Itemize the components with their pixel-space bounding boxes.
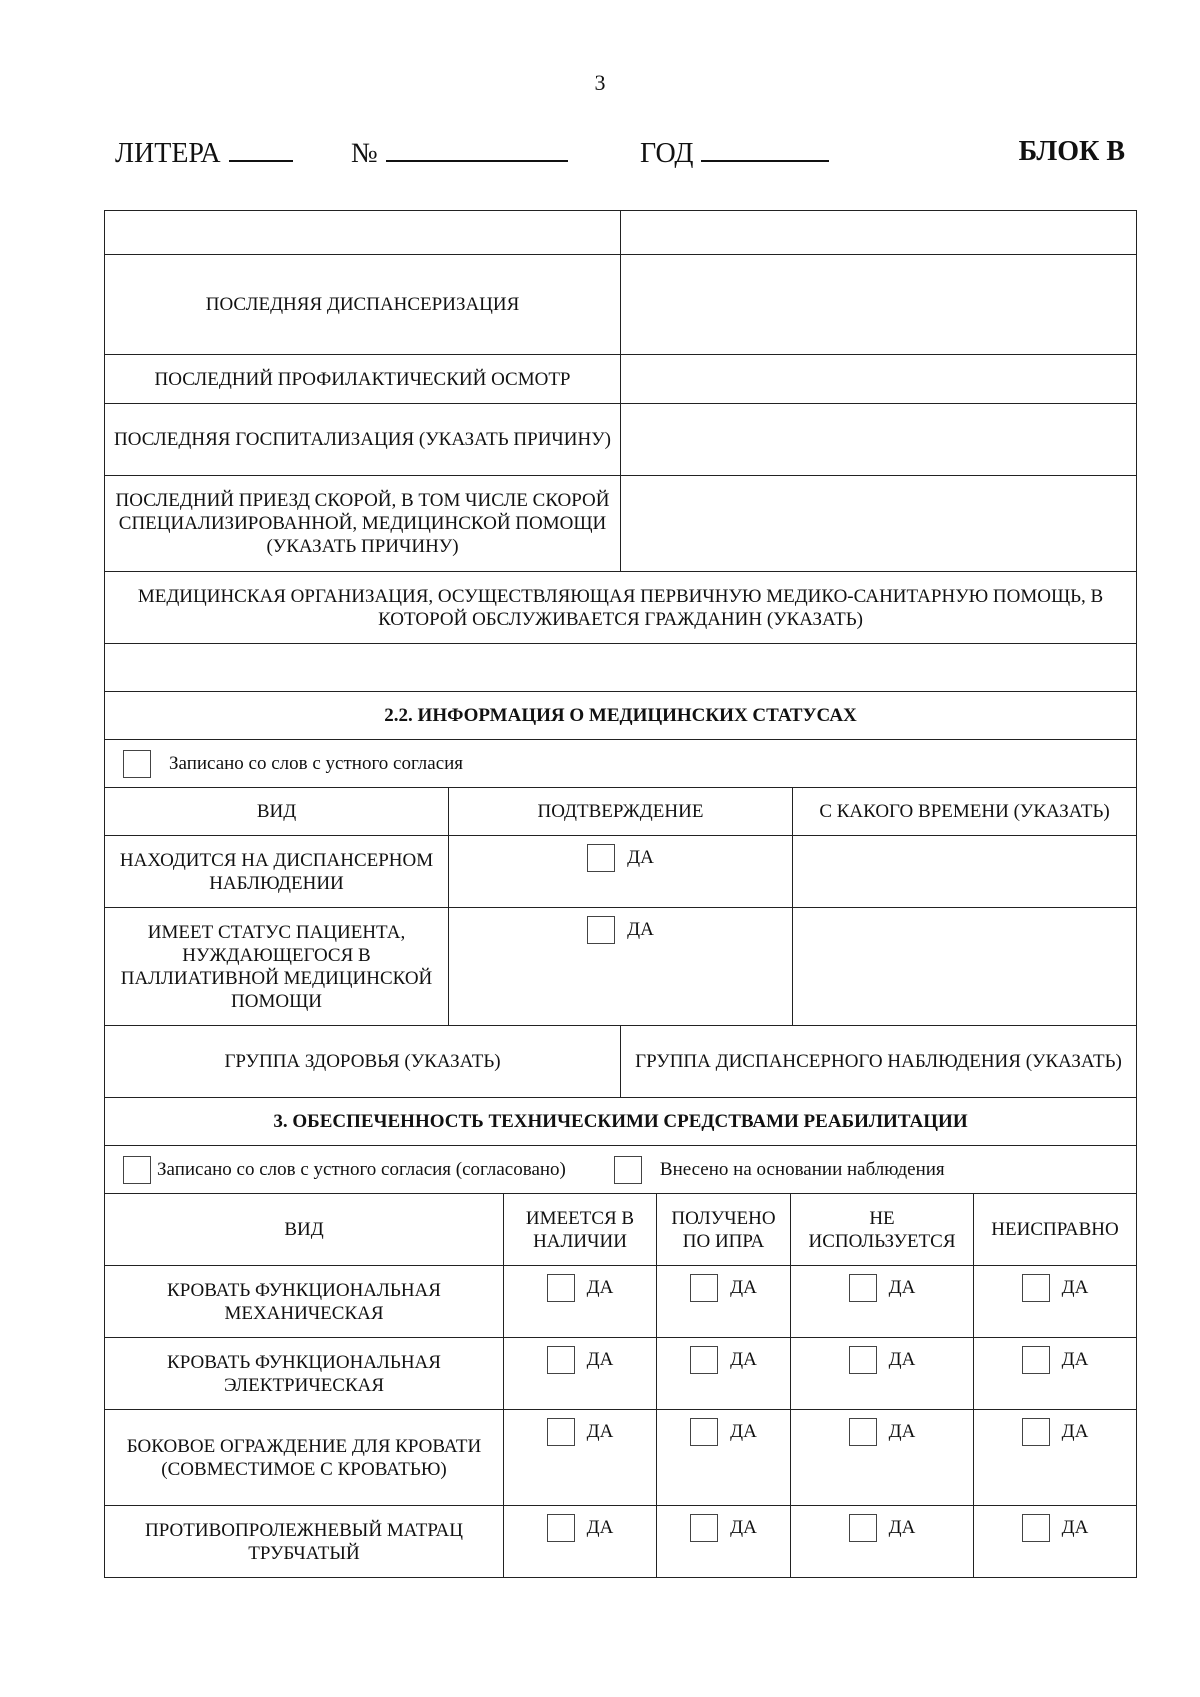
consent-label: Записано со слов с устного согласия xyxy=(169,753,464,774)
row-label: ПОСЛЕДНЯЯ ДИСПАНСЕРИЗАЦИЯ xyxy=(105,255,621,355)
litera-field xyxy=(115,136,293,170)
table-row xyxy=(105,572,1137,644)
page-number: 3 xyxy=(594,70,606,95)
yes-checkbox[interactable] xyxy=(690,1346,718,1374)
table-row xyxy=(105,1410,1137,1506)
medical-info-table xyxy=(104,210,1137,788)
not-used-cell xyxy=(791,1410,974,1506)
yes-label: ДА xyxy=(627,919,654,940)
yes-label: ДА xyxy=(586,1517,614,1538)
table-row xyxy=(105,740,1137,788)
column-header: ПОЛУЧЕНО ПО ИПРА xyxy=(657,1194,791,1266)
yes-checkbox[interactable] xyxy=(690,1274,718,1302)
value-cell[interactable] xyxy=(621,404,1137,476)
column-header: ВИД xyxy=(105,1194,504,1266)
confirm-cell xyxy=(449,908,793,1026)
yes-checkbox[interactable] xyxy=(1022,1514,1050,1542)
yes-label: ДА xyxy=(627,847,654,868)
row-label: КРОВАТЬ ФУНКЦИОНАЛЬНАЯ ЭЛЕКТРИЧЕСКАЯ xyxy=(105,1338,504,1410)
table-header-row xyxy=(105,1194,1137,1266)
table-row xyxy=(105,836,1137,908)
row-label: БОКОВОЕ ОГРАЖДЕНИЕ ДЛЯ КРОВАТИ (СОВМЕСТИМОЕ С КРОВАТЬЮ) xyxy=(105,1410,504,1506)
value-cell[interactable] xyxy=(621,255,1137,355)
yes-checkbox[interactable] xyxy=(547,1346,575,1374)
column-header: С КАКОГО ВРЕМЕНИ (УКАЗАТЬ) xyxy=(793,788,1137,836)
yes-checkbox[interactable] xyxy=(849,1514,877,1542)
yes-checkbox[interactable] xyxy=(849,1274,877,1302)
observation-checkbox[interactable] xyxy=(614,1156,642,1184)
yes-checkbox[interactable] xyxy=(690,1514,718,1542)
table-row xyxy=(105,1146,1137,1194)
litera-label: ЛИТЕРА xyxy=(115,138,221,169)
section-22-title: 2.2. ИНФОРМАЦИЯ О МЕДИЦИНСКИХ СТАТУСАХ xyxy=(105,692,1137,740)
available-cell xyxy=(504,1266,657,1338)
consent-checkbox[interactable] xyxy=(123,750,151,778)
faulty-cell xyxy=(974,1338,1137,1410)
table-row xyxy=(105,1506,1137,1578)
yes-label: ДА xyxy=(730,1349,757,1370)
table-row xyxy=(105,1026,1137,1098)
med-org-value[interactable] xyxy=(105,644,1137,692)
year-label: ГОД xyxy=(640,138,694,169)
table-row xyxy=(105,476,1137,572)
yes-checkbox[interactable] xyxy=(547,1418,575,1446)
row-label: ИМЕЕТ СТАТУС ПАЦИЕНТА, НУЖДАЮЩЕГОСЯ В ПАЛЛИАТИВНОЙ МЕДИЦИНСКОЙ ПОМОЩИ xyxy=(105,908,449,1026)
row-label: ПОСЛЕДНЯЯ ГОСПИТАЛИЗАЦИЯ (УКАЗАТЬ ПРИЧИНУ) xyxy=(105,404,621,476)
yes-label: ДА xyxy=(586,1277,614,1298)
consent-row xyxy=(105,740,1137,788)
med-org-label: МЕДИЦИНСКАЯ ОРГАНИЗАЦИЯ, ОСУЩЕСТВЛЯЮЩАЯ ПЕРВИЧНУЮ МЕДИКО-САНИТАРНУЮ ПОМОЩЬ, В КОТОРОЙ ОБСЛУЖИВАЕТСЯ ГРАЖДАНИН (УКАЗАТЬ) xyxy=(105,572,1137,644)
table-header-row xyxy=(105,788,1137,836)
table-row xyxy=(105,908,1137,1026)
since-value-cell[interactable] xyxy=(793,908,1137,1026)
column-header: ПОДТВЕРЖДЕНИЕ xyxy=(449,788,793,836)
number-label: № xyxy=(351,138,378,169)
yes-label: ДА xyxy=(1061,1277,1089,1298)
available-cell xyxy=(504,1338,657,1410)
yes-label: ДА xyxy=(888,1277,916,1298)
column-header: ВИД xyxy=(105,788,449,836)
block-label: БЛОК В xyxy=(1018,136,1125,167)
disp-group-label: ГРУППА ДИСПАНСЕРНОГО НАБЛЮДЕНИЯ (УКАЗАТЬ) xyxy=(621,1026,1137,1098)
table-row xyxy=(105,1338,1137,1410)
table-row xyxy=(105,211,1137,255)
available-cell xyxy=(504,1506,657,1578)
row-label: КРОВАТЬ ФУНКЦИОНАЛЬНАЯ МЕХАНИЧЕСКАЯ xyxy=(105,1266,504,1338)
litera-input[interactable] xyxy=(229,136,293,162)
row-label: ПОСЛЕДНИЙ ПРИЕЗД СКОРОЙ, В ТОМ ЧИСЛЕ СКОРОЙ СПЕЦИАЛИЗИРОВАННОЙ, МЕДИЦИНСКОЙ ПОМОЩИ (УКАЗАТЬ ПРИЧИНУ) xyxy=(105,476,621,572)
health-group-label: ГРУППА ЗДОРОВЬЯ (УКАЗАТЬ) xyxy=(105,1026,621,1098)
consent-checkbox[interactable] xyxy=(123,1156,151,1184)
since-value-cell[interactable] xyxy=(793,836,1137,908)
section-3-title: 3. ОБЕСПЕЧЕННОСТЬ ТЕХНИЧЕСКИМИ СРЕДСТВАМИ РЕАБИЛИТАЦИИ xyxy=(105,1098,1137,1146)
faulty-cell xyxy=(974,1266,1137,1338)
not-used-cell xyxy=(791,1266,974,1338)
available-cell xyxy=(504,1410,657,1506)
form-header xyxy=(115,136,1125,176)
number-input[interactable] xyxy=(386,136,568,162)
confirm-cell xyxy=(449,836,793,908)
faulty-cell xyxy=(974,1410,1137,1506)
yes-label: ДА xyxy=(888,1517,916,1538)
year-field xyxy=(640,136,829,170)
row-label xyxy=(105,211,621,255)
not-used-cell xyxy=(791,1338,974,1410)
yes-checkbox[interactable] xyxy=(1022,1418,1050,1446)
yes-checkbox[interactable] xyxy=(849,1418,877,1446)
yes-label: ДА xyxy=(888,1349,916,1370)
yes-checkbox[interactable] xyxy=(547,1274,575,1302)
table-row xyxy=(105,1266,1137,1338)
column-header: НЕ ИСПОЛЬЗУЕТСЯ xyxy=(791,1194,974,1266)
yes-checkbox[interactable] xyxy=(1022,1274,1050,1302)
yes-label: ДА xyxy=(1061,1421,1089,1442)
yes-checkbox[interactable] xyxy=(587,916,615,944)
status-table xyxy=(104,787,1137,1026)
yes-label: ДА xyxy=(1061,1349,1089,1370)
yes-label: ДА xyxy=(730,1517,757,1538)
yes-label: ДА xyxy=(586,1421,614,1442)
table-row xyxy=(105,355,1137,404)
yes-checkbox[interactable] xyxy=(1022,1346,1050,1374)
yes-checkbox[interactable] xyxy=(547,1514,575,1542)
groups-table xyxy=(104,1025,1137,1194)
received-cell xyxy=(657,1338,791,1410)
rehab-table xyxy=(104,1193,1137,1578)
observation-label: Внесено на основании наблюдения xyxy=(659,1159,945,1180)
table-row xyxy=(105,404,1137,476)
table-row xyxy=(105,644,1137,692)
faulty-cell xyxy=(974,1506,1137,1578)
row-label: ПРОТИВОПРОЛЕЖНЕВЫЙ МАТРАЦ ТРУБЧАТЫЙ xyxy=(105,1506,504,1578)
yes-checkbox[interactable] xyxy=(690,1418,718,1446)
number-field xyxy=(351,136,568,170)
column-header: ИМЕЕТСЯ В НАЛИЧИИ xyxy=(504,1194,657,1266)
yes-label: ДА xyxy=(888,1421,916,1442)
value-cell[interactable] xyxy=(621,476,1137,572)
consent-row xyxy=(105,1146,1137,1194)
received-cell xyxy=(657,1266,791,1338)
row-label: НАХОДИТСЯ НА ДИСПАНСЕРНОМ НАБЛЮДЕНИИ xyxy=(105,836,449,908)
not-used-cell xyxy=(791,1506,974,1578)
yes-label: ДА xyxy=(1061,1517,1089,1538)
consent-label: Записано со слов с устного согласия (согласовано) xyxy=(157,1159,566,1180)
value-cell[interactable] xyxy=(621,211,1137,255)
received-cell xyxy=(657,1506,791,1578)
column-header: НЕИСПРАВНО xyxy=(974,1194,1137,1266)
value-cell[interactable] xyxy=(621,355,1137,404)
row-label: ПОСЛЕДНИЙ ПРОФИЛАКТИЧЕСКИЙ ОСМОТР xyxy=(105,355,621,404)
yes-checkbox[interactable] xyxy=(587,844,615,872)
received-cell xyxy=(657,1410,791,1506)
yes-label: ДА xyxy=(730,1421,757,1442)
yes-checkbox[interactable] xyxy=(849,1346,877,1374)
yes-label: ДА xyxy=(586,1349,614,1370)
year-input[interactable] xyxy=(701,136,829,162)
yes-label: ДА xyxy=(730,1277,757,1298)
table-row xyxy=(105,255,1137,355)
table-row xyxy=(105,692,1137,740)
table-row xyxy=(105,1098,1137,1146)
